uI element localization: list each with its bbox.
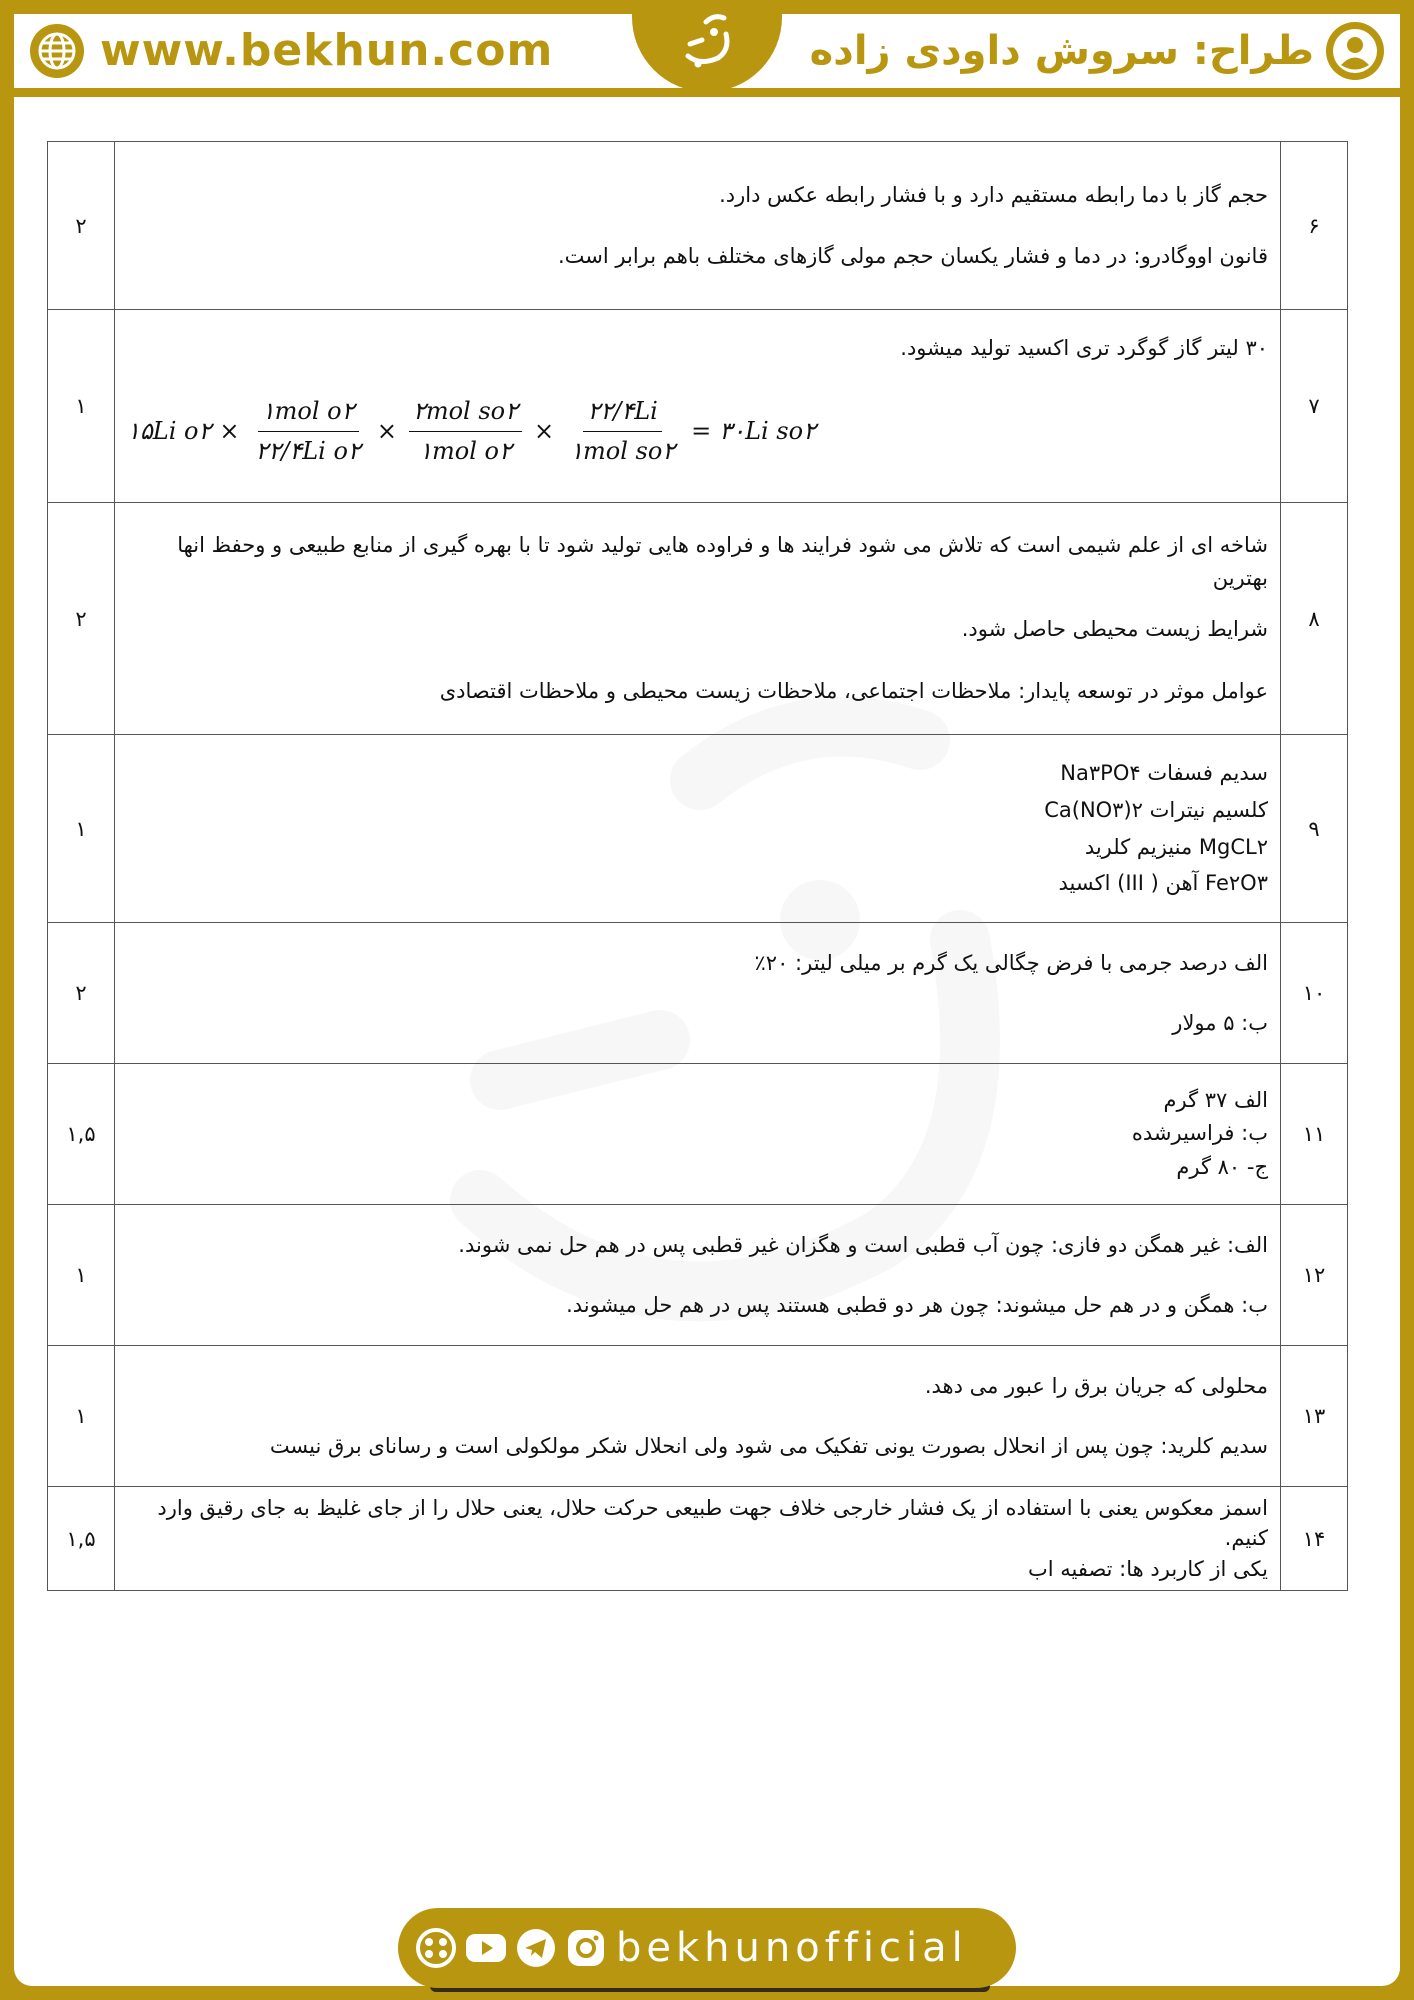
question-number: ۱۴ [1281,1487,1348,1591]
answer-line: حجم گاز با دما رابطه مستقیم دارد و با فشار رابطه عکس دارد. [719,183,1268,208]
answer-line: الف: غیر همگن دو فازی: چون آب قطبی است و هگزان غیر قطبی پس در هم حل نمی شوند. [458,1232,1268,1257]
table-row [48,1487,1348,1591]
question-number: ۱۳ [1281,1346,1348,1487]
times-sign: × [534,416,555,445]
question-number: ۱۰ [1281,923,1348,1064]
score-cell: ۲ [48,142,115,310]
answer-line: ۳۰ لیتر گاز گوگرد تری اکسید تولید میشود. [900,336,1268,361]
answer-line: ج- ۸۰ گرم [1176,1154,1268,1179]
table-row [48,1346,1348,1487]
equals-sign: = [691,416,712,445]
table-row [48,735,1348,923]
table-row [48,1064,1348,1205]
conversion-fraction [251,394,364,469]
answer-cell [115,923,1281,1064]
score-cell: ۱ [48,1346,115,1487]
table-row [48,1205,1348,1346]
score-cell: ۱,۵ [48,1064,115,1205]
score-cell: ۱ [48,735,115,923]
answer-line: شرایط زیست محیطی حاصل شود. [961,616,1268,641]
fraction-denominator: ۱mol so۲ [570,436,676,465]
user-icon [1324,20,1386,82]
times-sign: × [376,416,397,445]
answer-cell [115,142,1281,310]
score-cell: ۲ [48,503,115,735]
aparat-icon[interactable] [414,1926,458,1970]
fraction-numerator: ۲۲/۴Li [583,394,661,432]
conversion-fraction [409,394,522,469]
fraction-denominator: ۱mol o۲ [419,436,512,465]
question-number: ۱۱ [1281,1064,1348,1205]
answer-line: ب: ۵ مولار [1172,1011,1268,1035]
conversion-fraction [566,394,679,469]
answer-cell [115,1064,1281,1205]
answer-table [47,141,1348,1591]
answer-line: Fe۲O۳ آهن ( III) اکسید [1058,871,1268,896]
fraction-numerator: ۲mol so۲ [409,394,522,432]
formula-result: ۳۰Li so۲ [719,416,816,445]
score-cell: ۲ [48,923,115,1064]
answer-line: اسمز معکوس یعنی با استفاده از یک فشار خارجی خلاف جهت طبیعی حرکت حلال، یعنی حلال را از جای غلیظ به جای رقیق وارد کنیم. [157,1496,1268,1551]
answer-line: عوامل موثر در توسعه پایدار: ملاحظات اجتماعی، ملاحظات زیست محیطی و ملاحظات اقتصادی [439,679,1268,704]
social-icons [414,1926,608,1970]
answer-line: الف درصد جرمی با فرض چگالی یک گرم بر میلی لیتر: ۲۰٪ [754,950,1268,975]
answer-line: محلولی که جریان برق را عبور می دهد. [924,1373,1268,1398]
score-cell: ۱ [48,1205,115,1346]
table-row [48,310,1348,503]
site-url[interactable]: www.bekhun.com [100,25,554,76]
instagram-icon[interactable] [564,1926,608,1970]
answer-line: ب: فراسیرشده [1131,1121,1268,1146]
score-cell: ۱,۵ [48,1487,115,1591]
times-sign: × [219,416,240,445]
designer-credit: طراح: سروش داودی زاده [809,28,1314,74]
answer-line: سدیم کلرید: چون پس از انحلال بصورت یونی تفکیک می شود ولی انحلال شکر مولکولی است و رسانای برق نیست [269,1434,1268,1458]
question-number: ۶ [1281,142,1348,310]
table-row [48,923,1348,1064]
youtube-icon[interactable] [464,1926,508,1970]
answer-line: سدیم فسفات Na۳PO۴ [1060,761,1268,785]
answer-cell [115,310,1281,503]
answer-cell [115,1205,1281,1346]
question-number: ۸ [1281,503,1348,735]
social-handle[interactable]: bekhunofficial [616,1925,968,1971]
bekhun-logo [670,6,746,82]
fraction-denominator: ۲۲/۴Li o۲ [255,436,361,465]
answer-line: یکی از کاربرد ها: تصفیه اب [1027,1556,1268,1581]
fraction-numerator: ۱mol o۲ [258,394,359,432]
question-number: ۱۲ [1281,1205,1348,1346]
answer-line: قانون اووگادرو: در دما و فشار یکسان حجم مولی گازهای مختلف باهم برابر است. [557,243,1268,268]
answer-cell [115,1487,1281,1591]
answer-line: MgCL۲ منیزیم کلرید [1084,834,1268,859]
table-row [48,503,1348,735]
globe-icon [28,22,86,80]
table-row [48,142,1348,310]
formula-start: ۱۵Li o۲ [127,416,212,445]
answer-cell [115,503,1281,735]
telegram-icon[interactable] [514,1926,558,1970]
score-cell: ۱ [48,310,115,503]
answer-line: کلسیم نیترات Ca(NO۳)۲ [1044,797,1268,822]
question-number: ۷ [1281,310,1348,503]
answer-cell [115,735,1281,923]
answer-line: ب: همگن و در هم حل میشوند: چون هر دو قطبی هستند پس در هم حل میشوند. [566,1293,1268,1317]
answer-line: شاخه ای از علم شیمی است که تلاش می شود فرایند ها و فراوده هایی تولید شود تا با بهره گیری از منابع طبیعی و وحفظ انها بهترین [177,533,1268,590]
question-number: ۹ [1281,735,1348,923]
answer-line: الف ۳۷ گرم [1163,1087,1268,1112]
stoichiometry-formula [127,394,1268,469]
answer-cell [115,1346,1281,1487]
